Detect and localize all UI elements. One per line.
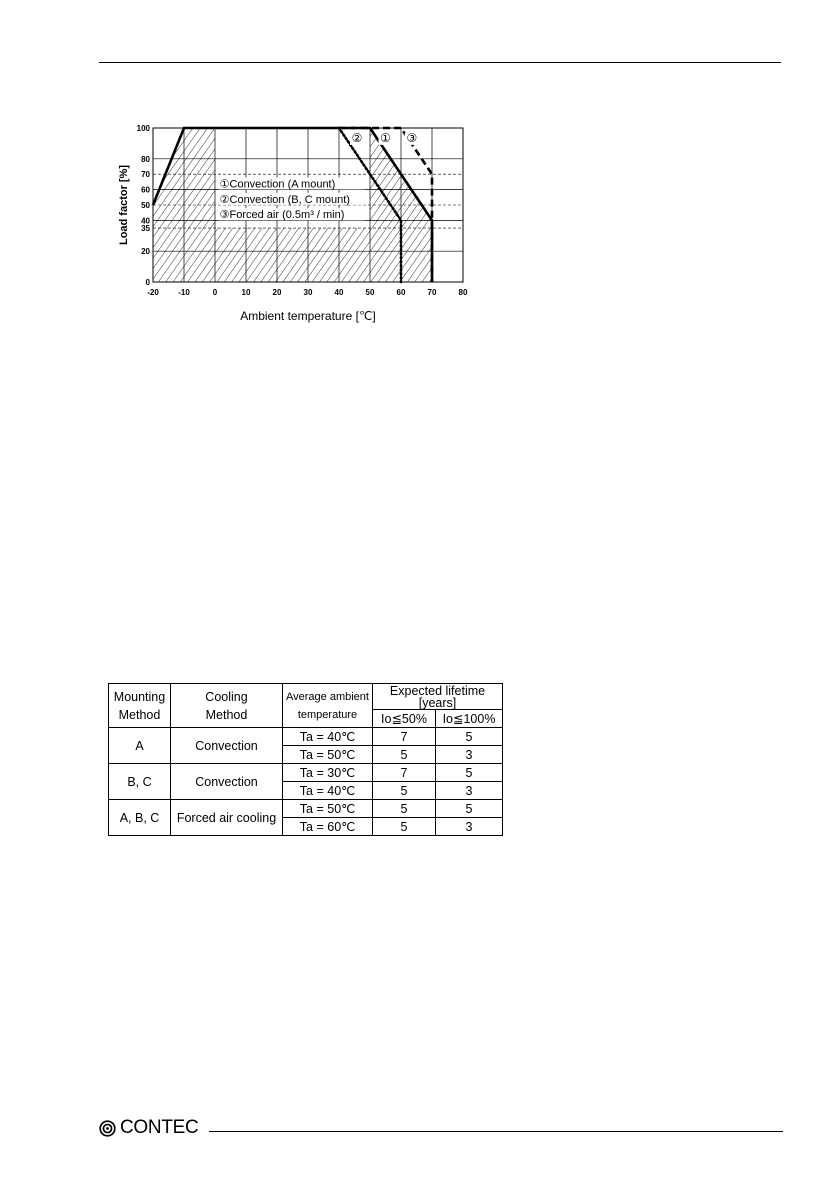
y-tick-label: 100 (136, 124, 150, 133)
io100-cell: 3 (436, 746, 503, 764)
derating-chart (110, 110, 490, 330)
x-tick-label: 40 (334, 288, 344, 297)
ta-cell: Ta = 50℃ (283, 746, 373, 764)
lifetime-table (108, 683, 503, 836)
io50-cell: 7 (373, 728, 436, 746)
x-tick-label: 60 (396, 288, 406, 297)
y-tick-label: 35 (141, 224, 150, 234)
header-cooling-method: Cooling Method (171, 684, 283, 728)
table-row (109, 764, 503, 782)
ta-cell: Ta = 40℃ (283, 728, 373, 746)
mount-cell: A (109, 728, 171, 764)
legend-entry: ②Convection (B, C mount) (219, 193, 350, 206)
mount-cell: A, B, C (109, 800, 171, 836)
ta-cell: Ta = 60℃ (283, 818, 373, 836)
io50-cell: 7 (373, 764, 436, 782)
brand-name: CONTEC (120, 1117, 199, 1138)
y-tick-label: 80 (141, 154, 150, 164)
x-tick-label: 20 (272, 288, 282, 297)
x-tick-label: 80 (458, 288, 468, 297)
header-expected-lifetime: Expected lifetime [years] (373, 684, 503, 710)
contec-logo (99, 1117, 198, 1139)
cooling-cell: Convection (171, 764, 283, 800)
curve-marker: ③ (406, 130, 418, 145)
legend-entry: ①Convection (A mount) (219, 178, 336, 191)
header-io-50: Io≦50% (373, 710, 436, 728)
x-tick-label: -20 (147, 288, 159, 297)
x-tick-label: 0 (212, 288, 218, 297)
ta-cell: Ta = 50℃ (283, 800, 373, 818)
io100-cell: 5 (436, 728, 503, 746)
cooling-cell: Convection (171, 728, 283, 764)
y-tick-label: 0 (145, 278, 150, 287)
x-tick-label: 30 (303, 288, 313, 297)
y-axis-label: Load factor [%] (118, 164, 130, 246)
io50-cell: 5 (373, 782, 436, 800)
io100-cell: 3 (436, 818, 503, 836)
hatch-low-load (215, 228, 432, 282)
contec-logo-icon (99, 1120, 116, 1137)
legend-entry: ③Forced air (0.5m³ / min) (219, 209, 345, 222)
cooling-cell: Forced air cooling (171, 800, 283, 836)
table-row (109, 800, 503, 818)
footer (99, 1117, 783, 1143)
header-io-100: Io≦100% (436, 710, 503, 728)
ta-cell: Ta = 40℃ (283, 782, 373, 800)
io50-cell: 5 (373, 818, 436, 836)
x-tick-label: 50 (365, 288, 375, 297)
table-row (109, 728, 503, 746)
io100-cell: 5 (436, 800, 503, 818)
io50-cell: 5 (373, 800, 436, 818)
y-tick-label: 70 (141, 170, 150, 180)
header-mounting-method: Mounting Method (109, 684, 171, 728)
io100-cell: 5 (436, 764, 503, 782)
y-tick-label: 50 (141, 201, 150, 210)
io50-cell: 5 (373, 746, 436, 764)
y-tick-label: 40 (141, 216, 150, 226)
curve-marker: ① (380, 130, 391, 145)
y-tick-label: 20 (141, 247, 150, 257)
y-tick-label: 60 (141, 185, 150, 195)
x-tick-label: 70 (427, 288, 437, 297)
header-average-ambient-temperature: Average ambient temperature (283, 684, 373, 728)
curve-marker: ② (351, 130, 363, 145)
x-tick-label: 10 (241, 288, 251, 297)
io100-cell: 3 (436, 782, 503, 800)
header-rule (99, 62, 781, 63)
x-tick-label: -10 (178, 288, 190, 297)
x-axis-label: Ambient temperature [℃] (240, 309, 376, 323)
mount-cell: B, C (109, 764, 171, 800)
footer-rule (209, 1131, 783, 1132)
ta-cell: Ta = 30℃ (283, 764, 373, 782)
